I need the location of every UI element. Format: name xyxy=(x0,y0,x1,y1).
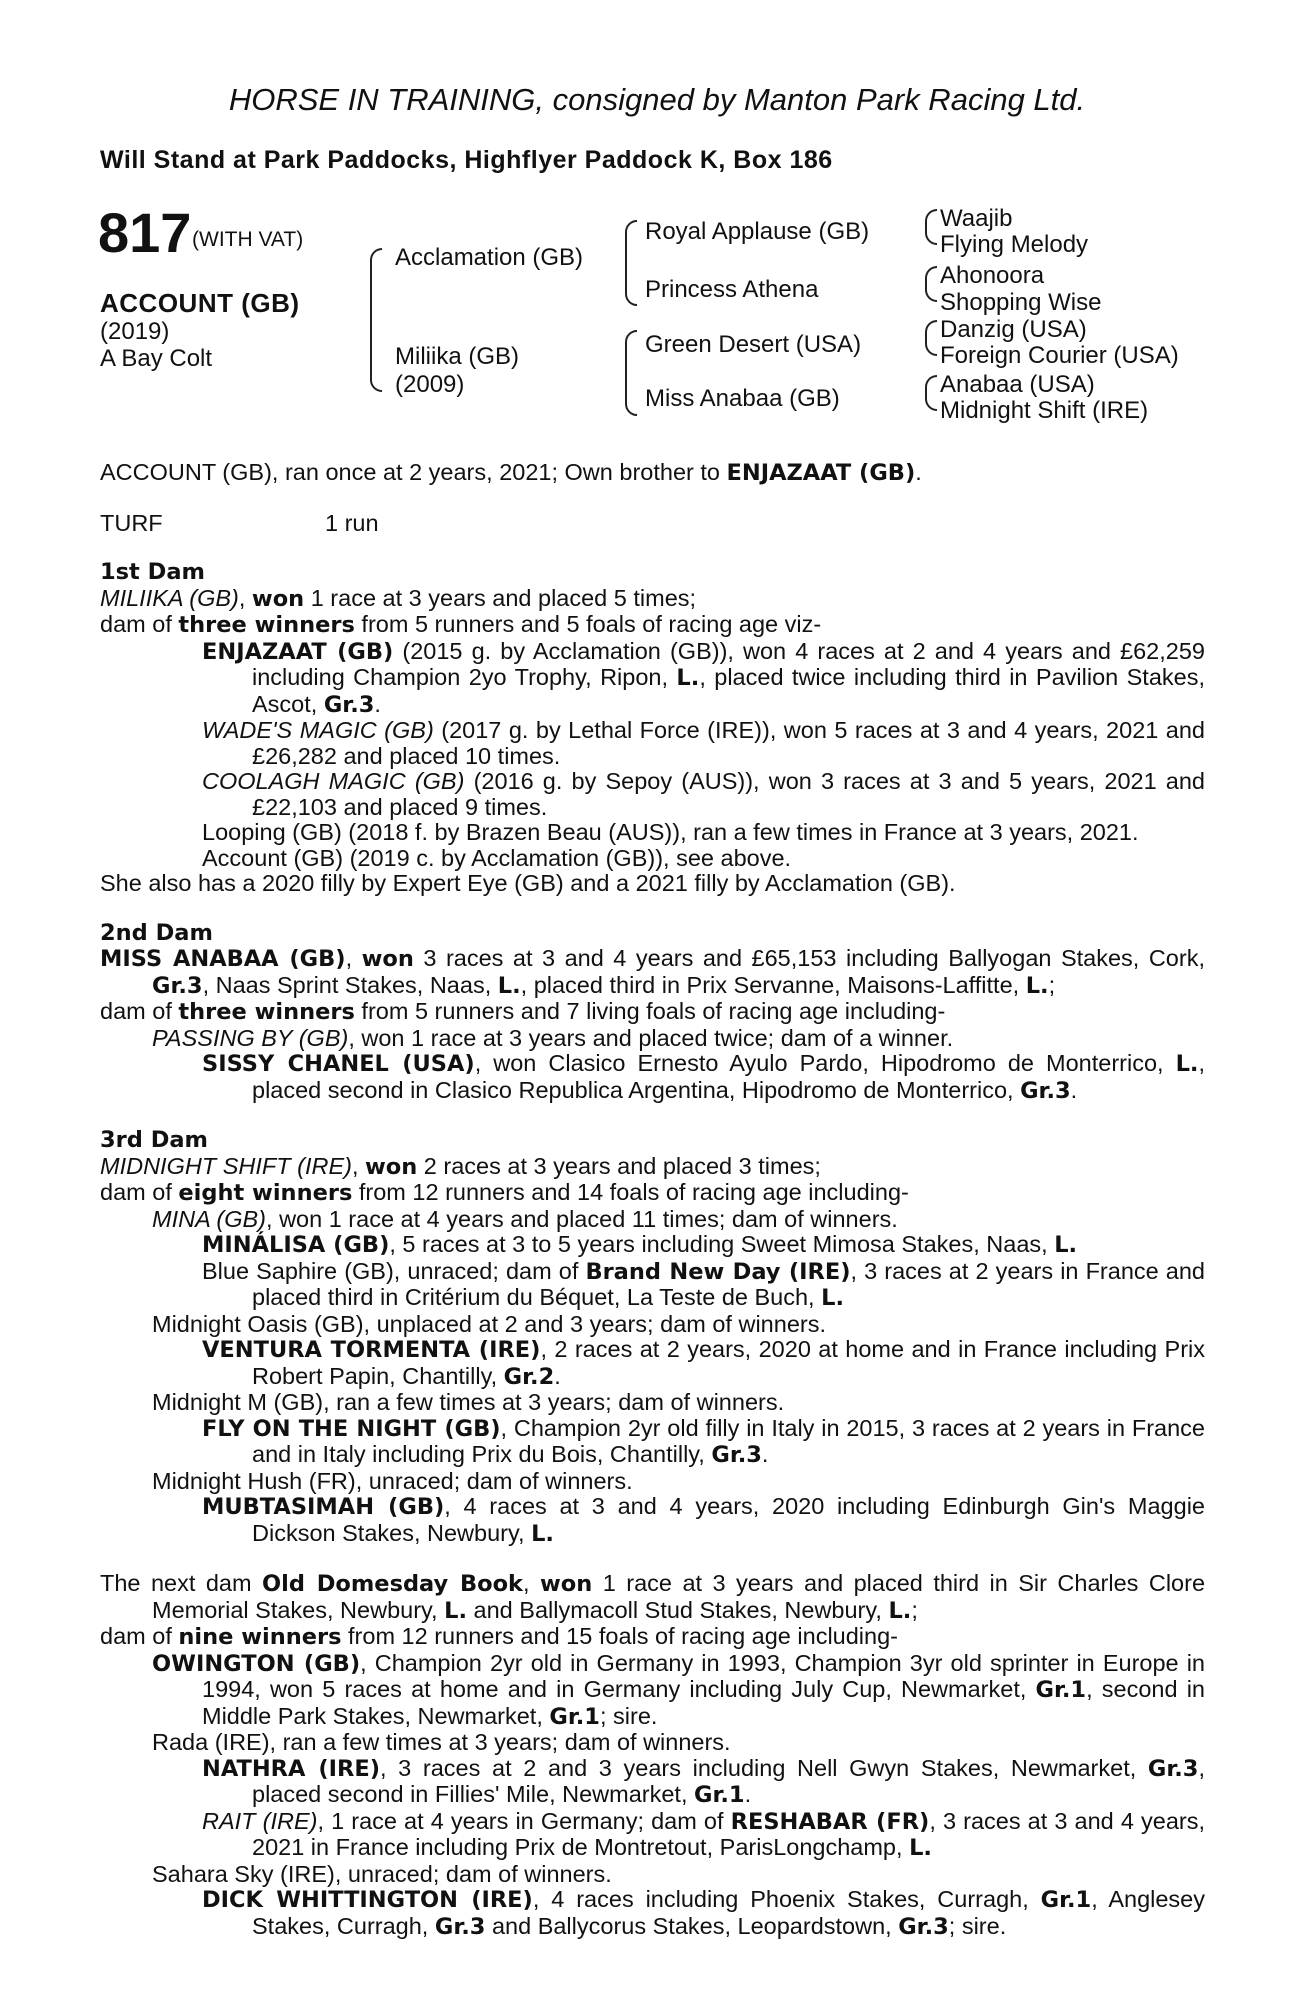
brace-g3a xyxy=(925,209,937,245)
brace-g3c xyxy=(925,320,937,356)
next-dam-text: The next dam Old Domesday Book, won 1 race at 3 years and placed third in Sir Charles Clore Memorial Stakes, Newbury, L. and Ballymacoll Stud Stakes, Newbury, L.; xyxy=(100,1570,1206,1624)
brace-g3d xyxy=(925,375,937,411)
brace-g3b xyxy=(925,266,937,302)
produce-midnight-hush: Midnight Hush (FR), unraced; dam of winners. xyxy=(152,1467,633,1494)
pedigree-dam: Miliika (GB) xyxy=(395,343,519,370)
pedigree-g3-7: Anabaa (USA) xyxy=(940,371,1095,398)
produce-midnight-oasis: Midnight Oasis (GB), unplaced at 2 and 3 years; dam of winners. xyxy=(152,1310,826,1337)
produce-owington: OWINGTON (GB), Champion 2yr old in Germany in 1993, Champion 3yr old sprinter in Europe in 1994, won 5 races at home and in Germany including July Cup, Newmarket, Gr.1, second in Middle Park Stakes, Newmarket, Gr.1; sire. xyxy=(152,1649,1205,1730)
horse-description: A Bay Colt xyxy=(100,345,213,372)
pedigree-g3-1: Waajib xyxy=(940,205,1013,232)
first-dam-heading: 1st Dam xyxy=(100,559,205,585)
third-dam-heading: 3rd Dam xyxy=(100,1127,208,1153)
first-dam-produce: dam of three winners from 5 runners and 5 foals of racing age viz- xyxy=(100,611,822,638)
produce-wades-magic: WADE'S MAGIC (GB) (2017 g. by Lethal Force (IRE)), won 5 races at 3 and 4 years, 2021 and £26,282 and placed 10 times. xyxy=(202,717,1205,769)
produce-coolagh-magic: COOLAGH MAGIC (GB) (2016 g. by Sepoy (AUS)), won 3 races at 3 and 5 years, 2021 and £22,103 and placed 9 times. xyxy=(202,768,1205,820)
pedigree-g3-4: Shopping Wise xyxy=(940,289,1102,316)
sire-dam-brace xyxy=(370,248,382,392)
first-dam-text: MILIIKA (GB), won 1 race at 3 years and placed 5 times; xyxy=(100,584,697,612)
pedigree-g3-3: Ahonoora xyxy=(940,262,1045,289)
pedigree-g3-5: Danzig (USA) xyxy=(940,316,1087,343)
pedigree-sire-dam: Princess Athena xyxy=(645,276,819,303)
stand-location: Will Stand at Park Paddocks, Highflyer Paddock K, Box 186 xyxy=(100,146,833,174)
second-dam-produce: dam of three winners from 5 runners and 7 living foals of racing age including- xyxy=(100,998,946,1025)
pedigree-g3-6: Foreign Courier (USA) xyxy=(940,342,1179,369)
second-dam-heading: 2nd Dam xyxy=(100,919,213,946)
produce-sissy-chanel: SISSY CHANEL (USA), won Clasico Ernesto Ayulo Pardo, Hipodromo de Monterrico, L., placed second in Clasico Republica Argentina, Hipodromo de Monterrico, Gr.3. xyxy=(202,1050,1206,1104)
produce-passing-by: PASSING BY (GB), won 1 race at 3 years and placed twice; dam of a winner. xyxy=(152,1024,954,1051)
pedigree-g3-8: Midnight Shift (IRE) xyxy=(940,397,1149,424)
produce-sahara-sky: Sahara Sky (IRE), unraced; dam of winners. xyxy=(152,1860,612,1887)
produce-midnight-m: Midnight M (GB), ran a few times at 3 years; dam of winners. xyxy=(152,1389,785,1415)
produce-mina: MINA (GB), won 1 race at 4 years and placed 11 times; dam of winners. xyxy=(152,1205,898,1232)
produce-rada: Rada (IRE), ran a few times at 3 years; dam of winners. xyxy=(152,1729,731,1755)
third-dam-produce: dam of eight winners from 12 runners and 14 foals of racing age including- xyxy=(100,1179,909,1206)
horse-year: (2019) xyxy=(100,318,170,345)
pedigree-dam-sire: Green Desert (USA) xyxy=(645,331,862,358)
sire-line-brace xyxy=(625,220,637,306)
produce-rait: RAIT (IRE), 1 race at 4 years in Germany; dam of RESHABAR (FR), 3 races at 3 and 4 years, 2021 in France including Prix de Montretout, ParisLongchamp, L. xyxy=(202,1807,1205,1861)
produce-nathra: NATHRA (IRE), 3 races at 2 and 3 years including Nell Gwyn Stakes, Newmarket, Gr.3, placed second in Fillies' Mile, Newmarket, Gr.1. xyxy=(202,1754,1205,1808)
produce-looping: Looping (GB) (2018 f. by Brazen Beau (AUS)), ran a few times in France at 3 years, 2021. xyxy=(202,819,1139,845)
second-dam-text: MISS ANABAA (GB), won 3 races at 3 and 4 years and £65,153 including Ballyogan Stakes, Cork, Gr.3, Naas Sprint Stakes, Naas, L., placed third in Prix Servanne, Maisons-Laffitte, L.; xyxy=(100,945,1205,999)
dam-line-brace xyxy=(625,330,637,416)
pedigree-dam-year: (2009) xyxy=(395,371,465,398)
produce-mubtasimah: MUBTASIMAH (GB), 4 races at 3 and 4 years, 2020 including Edinburgh Gin's Maggie Dickson Stakes, Newbury, L. xyxy=(202,1493,1205,1547)
page-title: HORSE IN TRAINING, consigned by Manton Park Racing Ltd. xyxy=(228,82,1086,117)
pedigree-sire: Acclamation (GB) xyxy=(395,244,584,271)
produce-ventura-tormenta: VENTURA TORMENTA (IRE), 2 races at 2 years, 2020 at home and in France including Prix Robert Papin, Chantilly, Gr.2. xyxy=(202,1336,1205,1390)
lot-number: 817 xyxy=(98,201,192,264)
next-dam-produce: dam of nine winners from 12 runners and 15 foals of racing age including- xyxy=(100,1623,898,1650)
pedigree-sire-sire: Royal Applause (GB) xyxy=(645,218,870,245)
produce-account: Account (GB) (2019 c. by Acclamation (GB)), see above. xyxy=(202,844,792,871)
third-dam-text: MIDNIGHT SHIFT (IRE), won 2 races at 3 years and placed 3 times; xyxy=(100,1152,821,1180)
produce-enjazaat: ENJAZAAT (GB) (2015 g. by Acclamation (GB)), won 4 races at 2 and 4 years and £62,259 including Champion 2yo Trophy, Ripon, L., placed twice including third in Pavilion Stakes, Ascot, Gr.3. xyxy=(202,637,1205,718)
produce-dick-whittington: DICK WHITTINGTON (IRE), 4 races including Phoenix Stakes, Curragh, Gr.1, Anglesey Stakes, Curragh, Gr.3 and Ballycorus Stakes, Leopardstown, Gr.3; sire. xyxy=(202,1886,1206,1940)
race-summary: ACCOUNT (GB), ran once at 2 years, 2021; Own brother to ENJAZAAT (GB). xyxy=(100,459,922,486)
pedigree-dam-dam: Miss Anabaa (GB) xyxy=(645,385,840,412)
horse-name: ACCOUNT (GB) xyxy=(100,288,300,318)
produce-blue-saphire: Blue Saphire (GB), unraced; dam of Brand New Day (IRE), 3 races at 2 years in France and placed third in Critérium du Béquet, La Teste de Buch, L. xyxy=(202,1257,1205,1311)
catalogue-body xyxy=(100,460,1205,1940)
vat-note: (WITH VAT) xyxy=(192,228,304,251)
first-dam-foals: She also has a 2020 filly by Expert Eye (GB) and a 2021 filly by Acclamation (GB). xyxy=(100,870,956,896)
produce-fly-on-the-night: FLY ON THE NIGHT (GB), Champion 2yr old filly in Italy in 2015, 3 races at 2 years in France and in Italy including Prix du Bois, Chantilly, Gr.3. xyxy=(202,1414,1205,1468)
pedigree-g3-2: Flying Melody xyxy=(940,231,1089,258)
produce-minalisa: MINÁLISA (GB), 5 races at 3 to 5 years including Sweet Mimosa Stakes, Naas, L. xyxy=(202,1231,1078,1258)
turf-record: TURF 1 run xyxy=(100,509,379,536)
